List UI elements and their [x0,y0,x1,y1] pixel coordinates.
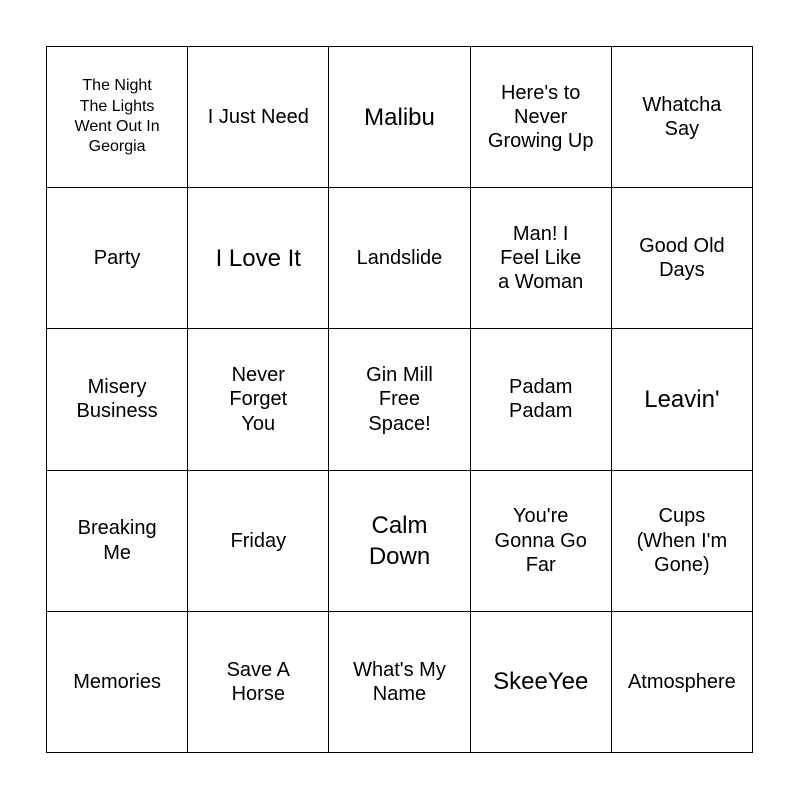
bingo-cell-label: You're Gonna Go Far [494,505,587,576]
bingo-cell [188,188,329,329]
bingo-cell [329,329,470,470]
bingo-cell-label: Man! I Feel Like a Woman [498,222,584,294]
bingo-cell [471,471,612,612]
bingo-cell-label: Misery Business [76,376,158,423]
bingo-cell [329,188,470,329]
bingo-cell [47,471,188,612]
bingo-cell [47,329,188,470]
bingo-cell [47,188,188,329]
bingo-cell-label: The Night The Lights Went Out In Georgia [74,77,160,156]
bingo-cell-label: Here's to Never Growing Up [487,81,594,153]
bingo-cell-label: Save A Horse [226,658,290,705]
bingo-cell-label: SkeeYee [493,668,589,696]
bingo-cell-label: Leavin' [644,385,720,413]
bingo-cell-label: Party [93,247,141,270]
bingo-cell-label: Padam Padam [509,376,573,423]
bingo-cell [329,47,470,188]
bingo-board [46,46,753,753]
bingo-cell-label: What's My Name [353,658,446,705]
bingo-cell-label: I Just Need [207,105,309,128]
bingo-cell [188,612,329,753]
bingo-cell-label: Friday [230,529,287,552]
bingo-cell-label: Memories [73,670,161,693]
bingo-cell [612,329,753,470]
bingo-cell [188,471,329,612]
bingo-cell-label: Malibu [364,103,435,131]
bingo-cell-label: Atmosphere [627,670,736,693]
bingo-cell [471,612,612,753]
bingo-cell-label: Whatcha Say [642,93,722,141]
bingo-cell [612,612,753,753]
bingo-cell [188,329,329,470]
bingo-cell [188,47,329,188]
bingo-cell [47,612,188,753]
bingo-cell [612,471,753,612]
bingo-cell [612,47,753,188]
bingo-cell-label: Cups (When I'm Gone) [636,505,728,576]
bingo-cell [329,471,470,612]
bingo-cell [329,612,470,753]
bingo-cell-label: Calm Down [368,511,431,570]
bingo-cell-label: Breaking Me [77,517,157,564]
bingo-cell-label: I Love It [215,244,301,272]
bingo-cell [471,188,612,329]
bingo-cell [47,47,188,188]
bingo-cell [471,329,612,470]
bingo-cell-label: Never Forget You [229,363,288,435]
bingo-cell-label: Gin Mill Free Space! [366,363,433,435]
bingo-cell-label: Landslide [356,247,443,270]
bingo-cell [612,188,753,329]
bingo-cell [471,47,612,188]
bingo-cell-label: Good Old Days [639,234,725,282]
